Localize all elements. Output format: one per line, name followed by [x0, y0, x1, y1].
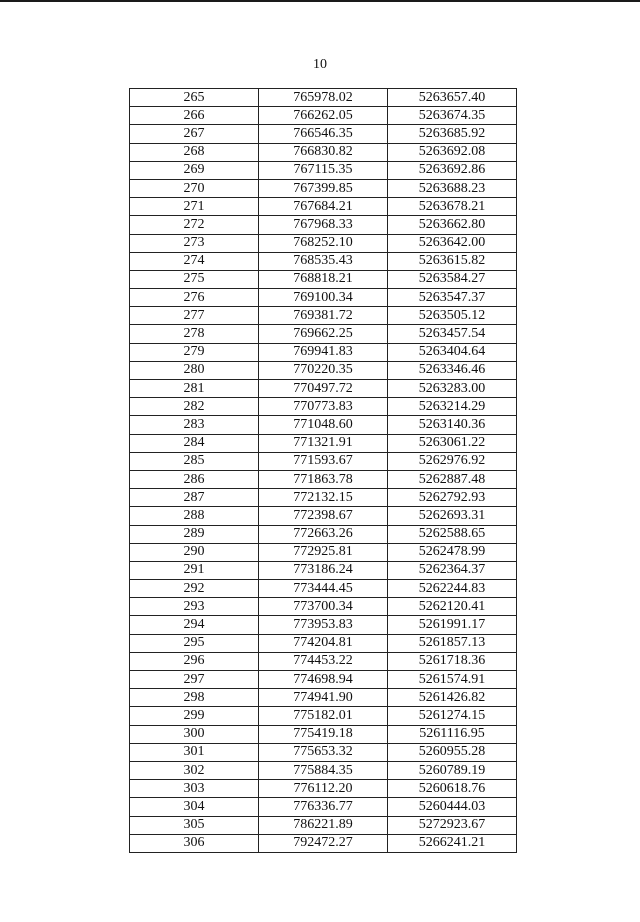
table-row [130, 507, 517, 525]
x-coordinate-cell: 767115.35 [259, 161, 388, 179]
coordinates-table [129, 88, 517, 853]
y-coordinate-cell: 5262976.92 [388, 452, 517, 470]
y-coordinate-cell: 5260955.28 [388, 743, 517, 761]
x-coordinate-cell: 792472.27 [259, 834, 388, 852]
y-coordinate-cell: 5262792.93 [388, 489, 517, 507]
point-number-cell: 288 [130, 507, 259, 525]
table-row [130, 434, 517, 452]
y-coordinate-cell: 5263214.29 [388, 398, 517, 416]
x-coordinate-cell: 773186.24 [259, 561, 388, 579]
x-coordinate-cell: 768818.21 [259, 270, 388, 288]
x-coordinate-cell: 769662.25 [259, 325, 388, 343]
y-coordinate-cell: 5263140.36 [388, 416, 517, 434]
table-row [130, 561, 517, 579]
table-row [130, 125, 517, 143]
y-coordinate-cell: 5263283.00 [388, 380, 517, 398]
y-coordinate-cell: 5263692.86 [388, 161, 517, 179]
table-row [130, 398, 517, 416]
y-coordinate-cell: 5263685.92 [388, 125, 517, 143]
y-coordinate-cell: 5263692.08 [388, 143, 517, 161]
point-number-cell: 294 [130, 616, 259, 634]
y-coordinate-cell: 5262364.37 [388, 561, 517, 579]
point-number-cell: 302 [130, 761, 259, 779]
y-coordinate-cell: 5262588.65 [388, 525, 517, 543]
y-coordinate-cell: 5263674.35 [388, 107, 517, 125]
point-number-cell: 281 [130, 380, 259, 398]
x-coordinate-cell: 768535.43 [259, 252, 388, 270]
table-row [130, 452, 517, 470]
y-coordinate-cell: 5263615.82 [388, 252, 517, 270]
x-coordinate-cell: 775653.32 [259, 743, 388, 761]
y-coordinate-cell: 5263061.22 [388, 434, 517, 452]
y-coordinate-cell: 5263404.64 [388, 343, 517, 361]
point-number-cell: 289 [130, 525, 259, 543]
y-coordinate-cell: 5263346.46 [388, 361, 517, 379]
y-coordinate-cell: 5261574.91 [388, 671, 517, 689]
y-coordinate-cell: 5263584.27 [388, 270, 517, 288]
y-coordinate-cell: 5261426.82 [388, 689, 517, 707]
y-coordinate-cell: 5260444.03 [388, 798, 517, 816]
x-coordinate-cell: 772925.81 [259, 543, 388, 561]
x-coordinate-cell: 771863.78 [259, 470, 388, 488]
table-row [130, 470, 517, 488]
table-row [130, 489, 517, 507]
x-coordinate-cell: 773953.83 [259, 616, 388, 634]
x-coordinate-cell: 765978.02 [259, 89, 388, 107]
y-coordinate-cell: 5263678.21 [388, 198, 517, 216]
point-number-cell: 283 [130, 416, 259, 434]
table-row [130, 289, 517, 307]
point-number-cell: 265 [130, 89, 259, 107]
y-coordinate-cell: 5261116.95 [388, 725, 517, 743]
y-coordinate-cell: 5263547.37 [388, 289, 517, 307]
x-coordinate-cell: 775182.01 [259, 707, 388, 725]
y-coordinate-cell: 5262244.83 [388, 580, 517, 598]
point-number-cell: 268 [130, 143, 259, 161]
x-coordinate-cell: 767399.85 [259, 179, 388, 197]
table-row [130, 634, 517, 652]
point-number-cell: 292 [130, 580, 259, 598]
y-coordinate-cell: 5261857.13 [388, 634, 517, 652]
table-row [130, 725, 517, 743]
point-number-cell: 275 [130, 270, 259, 288]
table-row [130, 798, 517, 816]
x-coordinate-cell: 771048.60 [259, 416, 388, 434]
point-number-cell: 304 [130, 798, 259, 816]
point-number-cell: 291 [130, 561, 259, 579]
table-row [130, 270, 517, 288]
table-row [130, 161, 517, 179]
x-coordinate-cell: 766546.35 [259, 125, 388, 143]
x-coordinate-cell: 770773.83 [259, 398, 388, 416]
table-row [130, 89, 517, 107]
table-row [130, 198, 517, 216]
table-row [130, 616, 517, 634]
table-row [130, 216, 517, 234]
x-coordinate-cell: 775419.18 [259, 725, 388, 743]
point-number-cell: 299 [130, 707, 259, 725]
y-coordinate-cell: 5262120.41 [388, 598, 517, 616]
x-coordinate-cell: 766262.05 [259, 107, 388, 125]
point-number-cell: 280 [130, 361, 259, 379]
table-row [130, 525, 517, 543]
point-number-cell: 301 [130, 743, 259, 761]
point-number-cell: 290 [130, 543, 259, 561]
x-coordinate-cell: 776112.20 [259, 780, 388, 798]
x-coordinate-cell: 772132.15 [259, 489, 388, 507]
table-row [130, 743, 517, 761]
x-coordinate-cell: 786221.89 [259, 816, 388, 834]
point-number-cell: 278 [130, 325, 259, 343]
table-row [130, 107, 517, 125]
point-number-cell: 271 [130, 198, 259, 216]
table-row [130, 707, 517, 725]
point-number-cell: 284 [130, 434, 259, 452]
point-number-cell: 277 [130, 307, 259, 325]
x-coordinate-cell: 767968.33 [259, 216, 388, 234]
x-coordinate-cell: 769381.72 [259, 307, 388, 325]
y-coordinate-cell: 5262887.48 [388, 470, 517, 488]
point-number-cell: 269 [130, 161, 259, 179]
table-row [130, 761, 517, 779]
x-coordinate-cell: 770220.35 [259, 361, 388, 379]
table-row [130, 816, 517, 834]
page-number: 10 [313, 57, 327, 72]
table-row [130, 343, 517, 361]
y-coordinate-cell: 5263457.54 [388, 325, 517, 343]
point-number-cell: 279 [130, 343, 259, 361]
x-coordinate-cell: 769100.34 [259, 289, 388, 307]
x-coordinate-cell: 771593.67 [259, 452, 388, 470]
table-row [130, 780, 517, 798]
y-coordinate-cell: 5263642.00 [388, 234, 517, 252]
x-coordinate-cell: 776336.77 [259, 798, 388, 816]
point-number-cell: 295 [130, 634, 259, 652]
point-number-cell: 274 [130, 252, 259, 270]
table-row [130, 380, 517, 398]
point-number-cell: 266 [130, 107, 259, 125]
point-number-cell: 282 [130, 398, 259, 416]
point-number-cell: 287 [130, 489, 259, 507]
y-coordinate-cell: 5262478.99 [388, 543, 517, 561]
y-coordinate-cell: 5260618.76 [388, 780, 517, 798]
y-coordinate-cell: 5260789.19 [388, 761, 517, 779]
point-number-cell: 293 [130, 598, 259, 616]
x-coordinate-cell: 774204.81 [259, 634, 388, 652]
table-row [130, 143, 517, 161]
point-number-cell: 270 [130, 179, 259, 197]
point-number-cell: 297 [130, 671, 259, 689]
x-coordinate-cell: 771321.91 [259, 434, 388, 452]
table-row [130, 252, 517, 270]
table-row [130, 325, 517, 343]
y-coordinate-cell: 5261991.17 [388, 616, 517, 634]
table-row [130, 543, 517, 561]
table-row [130, 652, 517, 670]
y-coordinate-cell: 5263505.12 [388, 307, 517, 325]
point-number-cell: 272 [130, 216, 259, 234]
table-row [130, 598, 517, 616]
y-coordinate-cell: 5261274.15 [388, 707, 517, 725]
point-number-cell: 300 [130, 725, 259, 743]
x-coordinate-cell: 774453.22 [259, 652, 388, 670]
x-coordinate-cell: 773700.34 [259, 598, 388, 616]
x-coordinate-cell: 772663.26 [259, 525, 388, 543]
coordinates-table-body [130, 89, 517, 853]
x-coordinate-cell: 773444.45 [259, 580, 388, 598]
point-number-cell: 296 [130, 652, 259, 670]
x-coordinate-cell: 774698.94 [259, 671, 388, 689]
table-row [130, 580, 517, 598]
point-number-cell: 273 [130, 234, 259, 252]
x-coordinate-cell: 770497.72 [259, 380, 388, 398]
table-row [130, 671, 517, 689]
x-coordinate-cell: 768252.10 [259, 234, 388, 252]
table-row [130, 361, 517, 379]
point-number-cell: 303 [130, 780, 259, 798]
point-number-cell: 305 [130, 816, 259, 834]
y-coordinate-cell: 5262693.31 [388, 507, 517, 525]
y-coordinate-cell: 5263662.80 [388, 216, 517, 234]
top-border-line [0, 0, 640, 2]
table-row [130, 234, 517, 252]
point-number-cell: 306 [130, 834, 259, 852]
x-coordinate-cell: 767684.21 [259, 198, 388, 216]
table-row [130, 834, 517, 852]
point-number-cell: 286 [130, 470, 259, 488]
x-coordinate-cell: 772398.67 [259, 507, 388, 525]
point-number-cell: 276 [130, 289, 259, 307]
point-number-cell: 298 [130, 689, 259, 707]
x-coordinate-cell: 774941.90 [259, 689, 388, 707]
table-row [130, 416, 517, 434]
table-row [130, 689, 517, 707]
point-number-cell: 285 [130, 452, 259, 470]
x-coordinate-cell: 769941.83 [259, 343, 388, 361]
y-coordinate-cell: 5263688.23 [388, 179, 517, 197]
x-coordinate-cell: 766830.82 [259, 143, 388, 161]
x-coordinate-cell: 775884.35 [259, 761, 388, 779]
y-coordinate-cell: 5272923.67 [388, 816, 517, 834]
y-coordinate-cell: 5266241.21 [388, 834, 517, 852]
y-coordinate-cell: 5261718.36 [388, 652, 517, 670]
point-number-cell: 267 [130, 125, 259, 143]
table-row [130, 179, 517, 197]
table-row [130, 307, 517, 325]
y-coordinate-cell: 5263657.40 [388, 89, 517, 107]
